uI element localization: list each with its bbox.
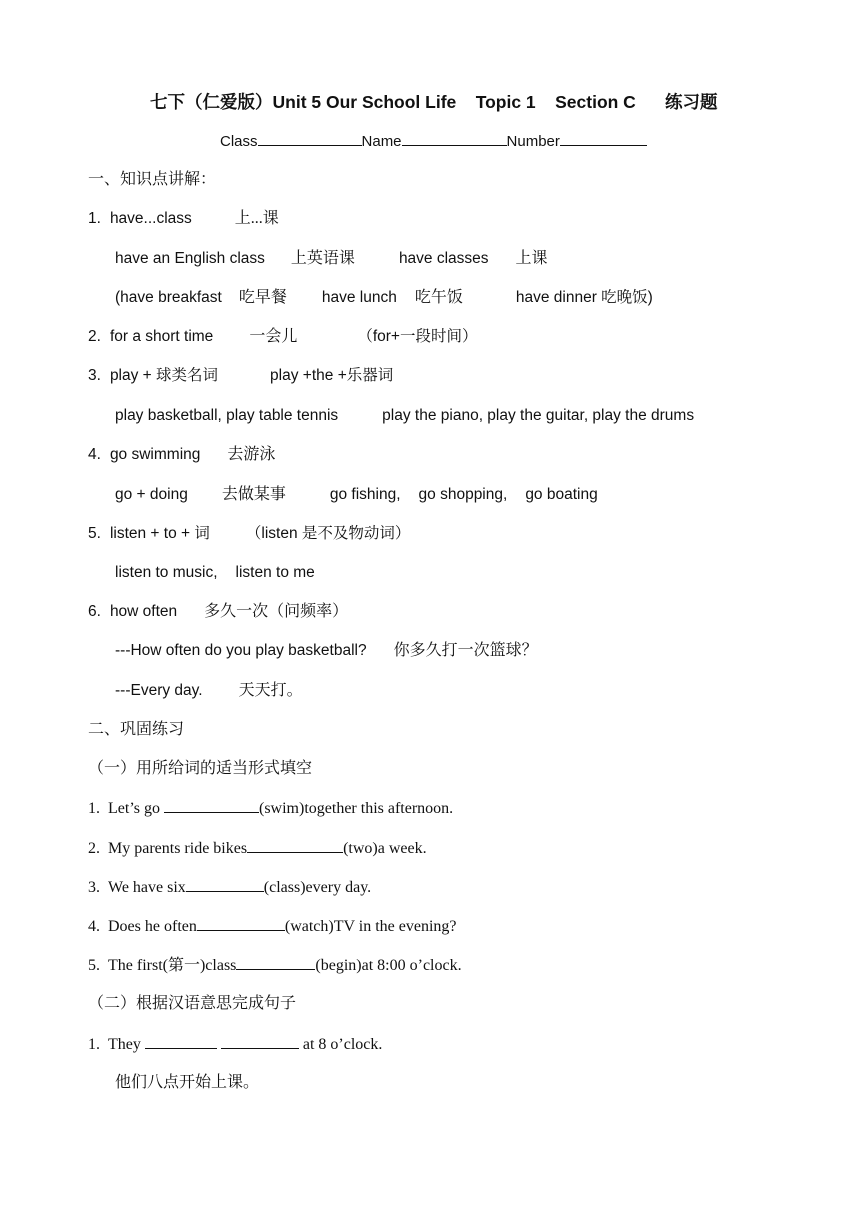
example-meaning: 你多久打一次篮球？	[393, 642, 538, 659]
item-3-example	[115, 406, 694, 426]
translation-question-1	[88, 1034, 382, 1055]
question-text: We have six	[108, 879, 186, 896]
page-title	[150, 92, 718, 112]
example-text: have dinner 吃晚饭)	[515, 289, 653, 306]
answer-blank[interactable]	[164, 798, 259, 813]
example-text: have an English class	[115, 250, 265, 267]
item-meaning: play +the +乐器词	[270, 367, 394, 384]
question-text: They	[108, 1036, 145, 1053]
item-phrase: how often	[109, 603, 178, 620]
item-5-example	[115, 563, 315, 583]
answer-blank[interactable]	[247, 838, 343, 853]
item-1-example-2	[115, 288, 653, 308]
item-phrase: for a short time	[109, 328, 214, 345]
translation-hint: 他们八点开始上课。	[115, 1074, 260, 1091]
item-phrase: go swimming	[109, 446, 201, 463]
item-number: 3.	[88, 367, 101, 384]
example-meaning: 吃午饭	[414, 289, 463, 306]
example-meaning: 上课	[515, 250, 548, 267]
knowledge-item-3	[88, 366, 393, 386]
example-text: listen to music,	[115, 564, 218, 581]
item-number: 2.	[88, 328, 101, 345]
example-text: go boating	[525, 486, 598, 503]
answer-blank-1[interactable]	[145, 1034, 217, 1049]
question-text: at 8 o’clock.	[298, 1036, 383, 1053]
item-number: 5.	[88, 525, 101, 542]
example-text: (have breakfast	[115, 289, 222, 306]
item-6-example-2	[115, 681, 303, 701]
question-text: (swim)together this afternoon.	[259, 800, 454, 817]
example-text: go shopping,	[418, 486, 508, 503]
example-meaning: 上英语课	[290, 250, 355, 267]
answer-blank-2[interactable]	[221, 1034, 299, 1049]
example-text: ---How often do you play basketball?	[115, 642, 367, 659]
knowledge-item-6	[88, 602, 348, 622]
name-blank[interactable]	[402, 131, 507, 146]
question-number: 1.	[88, 1036, 100, 1053]
exercise-question-5	[88, 955, 462, 976]
item-1-example-1	[115, 249, 548, 269]
item-number: 6.	[88, 603, 101, 620]
item-meaning: 一会儿	[249, 328, 298, 345]
item-meaning: 多久一次（问频率）	[204, 603, 349, 620]
exercise-question-4	[88, 916, 457, 937]
example-text: ---Every day.	[115, 682, 203, 699]
question-text: (two)a week.	[343, 840, 427, 857]
item-meaning: 去游泳	[227, 446, 276, 463]
item-meaning: 上...课	[234, 210, 279, 227]
exercise-question-2	[88, 838, 427, 859]
knowledge-item-1	[88, 209, 279, 229]
answer-blank[interactable]	[197, 916, 285, 931]
question-number: 1.	[88, 800, 100, 817]
section2-heading: 二、巩固练习	[88, 721, 185, 738]
class-blank[interactable]	[258, 131, 362, 146]
question-text: My parents ride bikes	[108, 840, 248, 857]
part2-heading: （二）根据汉语意思完成句子	[88, 995, 297, 1012]
example-text: go fishing,	[329, 486, 401, 503]
item-phrase: have...class	[109, 210, 192, 227]
example-meaning: 天天打。	[238, 682, 303, 699]
item-meaning: （listen 是不及物动词）	[245, 525, 411, 542]
section1-heading: 一、知识点讲解：	[88, 171, 217, 188]
example-text: have classes	[398, 250, 489, 267]
question-text: The first(第一)class	[108, 957, 237, 974]
exercise-question-1	[88, 798, 453, 819]
item-number: 4.	[88, 446, 101, 463]
example-text: play basketball, play table tennis	[115, 407, 339, 424]
exercise-question-3	[88, 877, 371, 898]
question-text: (watch)TV in the evening?	[284, 918, 457, 935]
student-info-line	[220, 131, 647, 152]
example-meaning: 吃早餐	[238, 289, 287, 306]
question-number: 2.	[88, 840, 100, 857]
example-text: have lunch	[321, 289, 397, 306]
question-number: 4.	[88, 918, 100, 935]
number-blank[interactable]	[560, 131, 647, 146]
question-text: Does he often	[108, 918, 197, 935]
example-text: go + doing	[115, 486, 188, 503]
question-number: 3.	[88, 879, 100, 896]
example-meaning: 去做某事	[221, 486, 286, 503]
question-text: Let’s go	[108, 800, 164, 817]
question-text: (class)every day.	[263, 879, 372, 896]
item-note: （for+一段时间）	[357, 328, 478, 345]
part1-heading: （一）用所给词的适当形式填空	[88, 760, 313, 777]
name-label: Name	[361, 133, 402, 150]
item-phrase: listen + to + 词	[109, 525, 210, 542]
item-6-example-1	[115, 641, 538, 661]
answer-blank[interactable]	[186, 877, 264, 892]
class-label: Class	[220, 133, 258, 150]
title-text: 七下（仁爱版）Unit 5 Our School Life Topic 1 Section C 练习题	[150, 92, 718, 112]
item-number: 1.	[88, 210, 101, 227]
item-phrase: play + 球类名词	[109, 367, 219, 384]
example-text: listen to me	[235, 564, 315, 581]
knowledge-item-4	[88, 445, 275, 465]
number-label: Number	[506, 133, 560, 150]
item-4-example	[115, 485, 598, 505]
knowledge-item-5	[88, 524, 410, 544]
knowledge-item-2	[88, 327, 477, 347]
question-text: (begin)at 8:00 o’clock.	[315, 957, 462, 974]
question-number: 5.	[88, 957, 100, 974]
example-text: play the piano, play the guitar, play the drums	[382, 407, 695, 424]
answer-blank[interactable]	[236, 955, 315, 970]
